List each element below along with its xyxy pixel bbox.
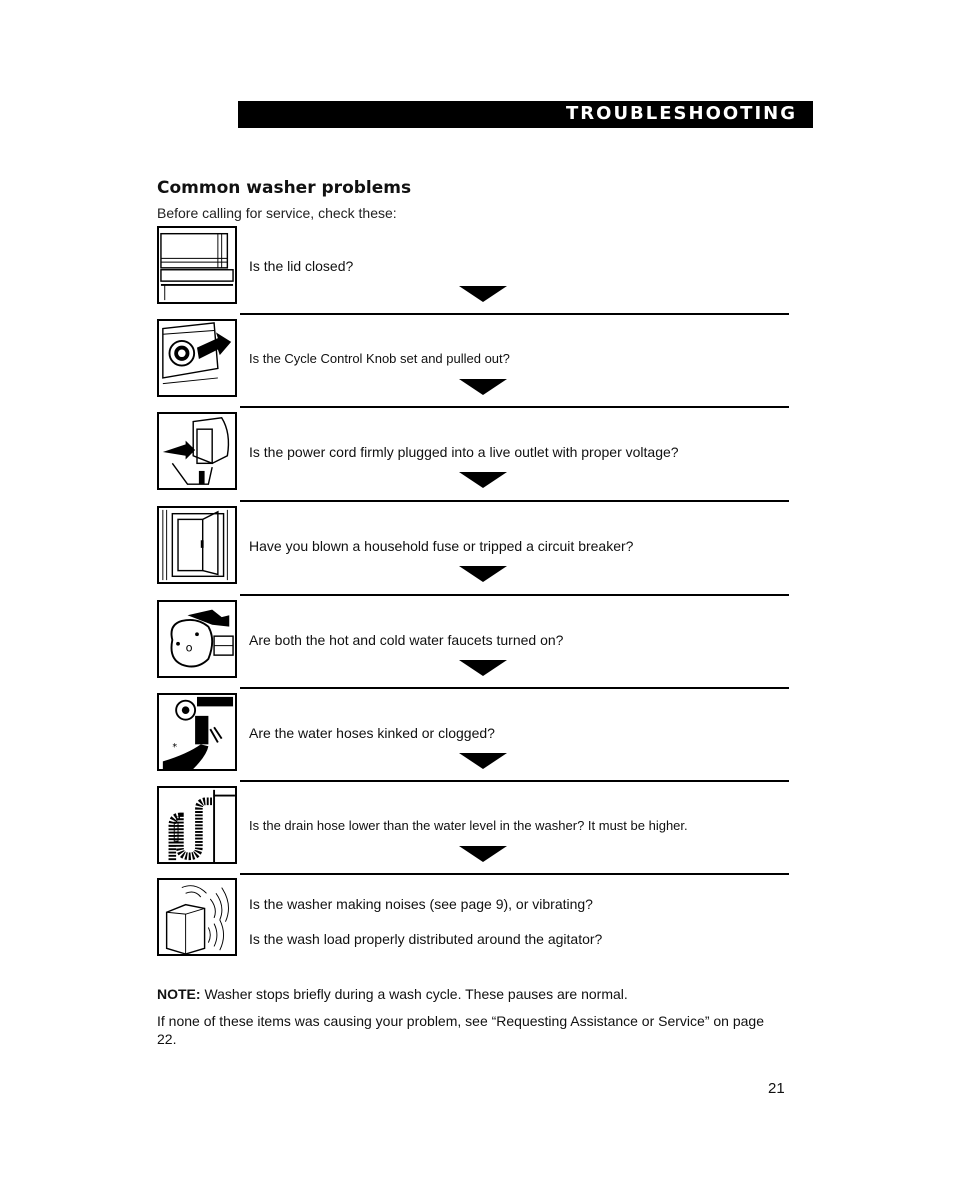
check-item-faucets: [157, 600, 789, 682]
check-item-lid: [157, 226, 789, 308]
check-question: Are both the hot and cold water faucets turned on?: [249, 632, 564, 648]
check-item-hoses: [157, 693, 789, 775]
check-question: Is the power cord firmly plugged into a live outlet with proper voltage?: [249, 444, 679, 460]
check-item-drain-hose: [157, 786, 789, 868]
page-number: 21: [768, 1080, 785, 1097]
divider: [240, 873, 789, 875]
check-question: Is the lid closed?: [249, 258, 354, 274]
section-title: Common washer problems: [157, 178, 412, 198]
check-question: Is the washer making noises (see page 9), or vibrating?: [249, 896, 593, 912]
check-question: Have you blown a household fuse or tripped a circuit breaker?: [249, 538, 634, 554]
header-bar: [238, 101, 813, 128]
check-question: Is the Cycle Control Knob set and pulled out?: [249, 351, 510, 366]
arrow-down-icon: [459, 379, 507, 395]
page-title: TROUBLESHOOTING: [566, 103, 797, 124]
arrow-down-icon: [459, 566, 507, 582]
divider: [240, 594, 789, 596]
divider: [240, 500, 789, 502]
check-item-fuse: [157, 506, 789, 588]
check-item-power-cord: [157, 412, 789, 494]
arrow-down-icon: [459, 286, 507, 302]
power-plug-icon: [157, 412, 237, 490]
drain-hose-icon: [157, 786, 237, 864]
check-question: Are the water hoses kinked or clogged?: [249, 725, 495, 741]
fuse-box-icon: [157, 506, 237, 584]
divider: [240, 780, 789, 782]
faucet-icon: [157, 600, 237, 678]
vibrating-washer-icon: [157, 878, 237, 956]
arrow-down-icon: [459, 472, 507, 488]
section-intro: Before calling for service, check these:: [157, 205, 397, 221]
assistance-paragraph: If none of these items was causing your problem, see “Requesting Assistance or Service” on page 22.: [157, 1013, 764, 1047]
cycle-knob-icon: [157, 319, 237, 397]
svg-text:*: *: [172, 742, 178, 754]
arrow-down-icon: [459, 753, 507, 769]
svg-text:o: o: [185, 640, 193, 655]
water-hose-icon: [157, 693, 237, 771]
note: [157, 986, 628, 1002]
divider: [240, 313, 789, 315]
note-label: NOTE:: [157, 986, 201, 1002]
divider: [240, 687, 789, 689]
note-text: Washer stops briefly during a wash cycle. These pauses are normal.: [200, 986, 628, 1002]
check-item-cycle-knob: [157, 319, 789, 401]
check-question-secondary: Is the wash load properly distributed around the agitator?: [249, 931, 603, 947]
washer-lid-icon: [157, 226, 237, 304]
check-question: Is the drain hose lower than the water level in the washer? It must be higher.: [249, 818, 688, 833]
divider: [240, 406, 789, 408]
check-item-noise: [157, 878, 789, 960]
arrow-down-icon: [459, 846, 507, 862]
arrow-down-icon: [459, 660, 507, 676]
